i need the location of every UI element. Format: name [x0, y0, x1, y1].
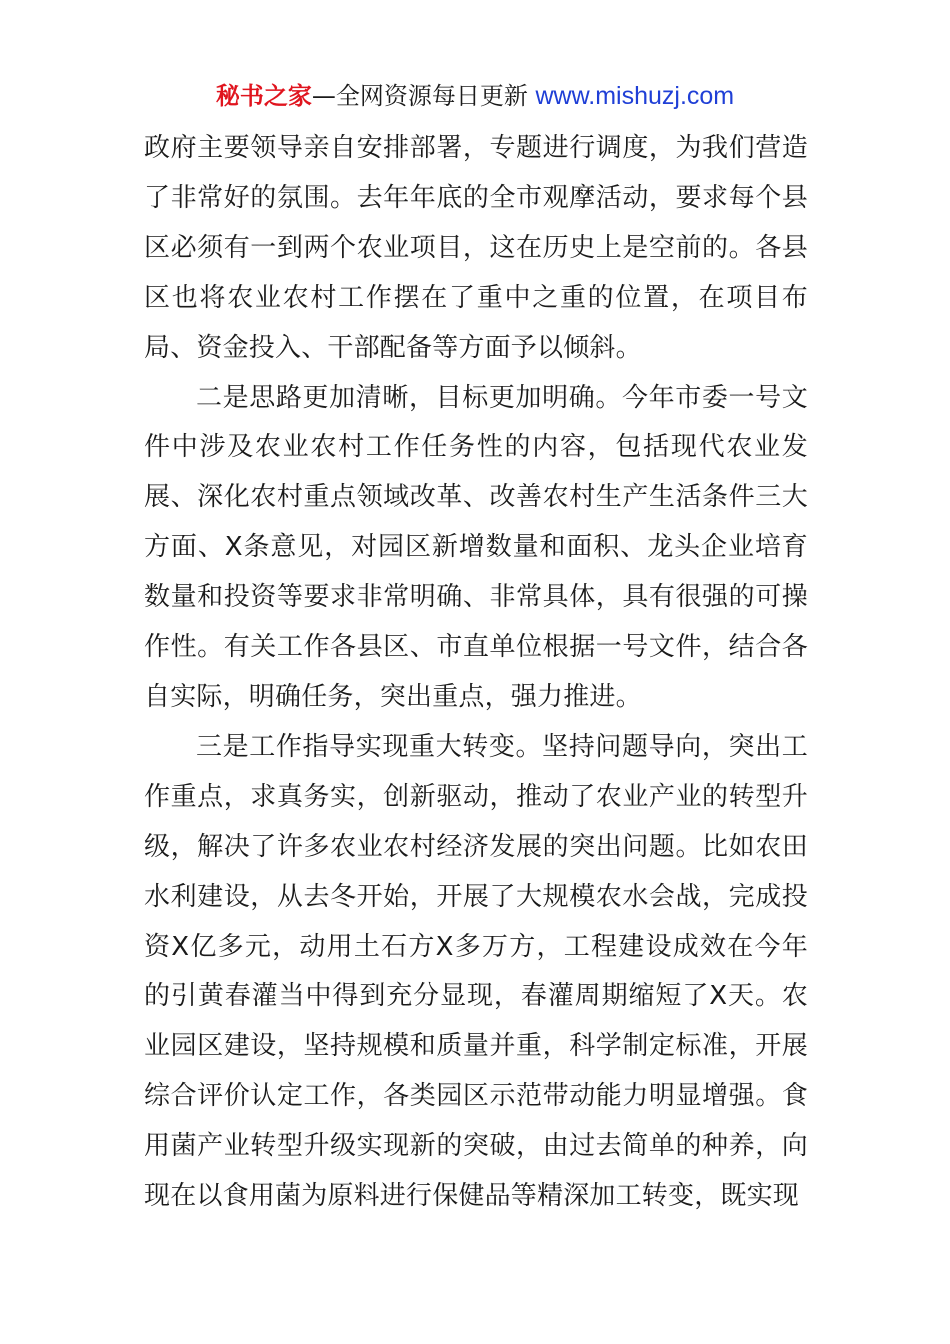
paragraph-continuation: 政府主要领导亲自安排部署，专题进行调度，为我们营造了非常好的氛围。去年年底的全市观摩活动，要求每个县区必须有一到两个农业项目，这在历史上是空前的。各县区也将农业农村工作摆在了重中之重的位置，在项目布局、资金投入、干部配备等方面予以倾斜。	[144, 133, 808, 363]
site-url[interactable]: www.mishuzj.com	[535, 82, 735, 110]
brand-name: 秘书之家	[215, 82, 312, 110]
header-tagline: —全网资源每日更新	[311, 82, 536, 110]
page-header	[0, 80, 950, 112]
document-body	[144, 124, 808, 1222]
paragraph-point-three: 三是工作指导实现重大转变。坚持问题导向，突出工作重点，求真务实，创新驱动，推动了农业产业的转型升级，解决了许多农业农村经济发展的突出问题。比如农田水利建设，从去冬开始，开展了大规模农水会战，完成投资X亿多元，动用土石方X多万方，工程建设成效在今年的引黄春灌当中得到充分显现，春灌周期缩短了X天。农业园区建设，坚持规模和质量并重，科学制定标准，开展综合评价认定工作，各类园区示范带动能力明显增强。食用菌产业转型升级实现新的突破，由过去简单的种养，向现在以食用菌为原料进行保健品等精深加工转变，既实现	[144, 731, 808, 1212]
paragraph-point-two: 二是思路更加清晰，目标更加明确。今年市委一号文件中涉及农业农村工作任务性的内容，包括现代农业发展、深化农村重点领域改革、改善农村生产生活条件三大方面、X条意见，对园区新增数量和面积、龙头企业培育数量和投资等要求非常明确、非常具体，具有很强的可操作性。有关工作各县区、市直单位根据一号文件，结合各自实际，明确任务，突出重点，强力推进。	[144, 382, 808, 712]
